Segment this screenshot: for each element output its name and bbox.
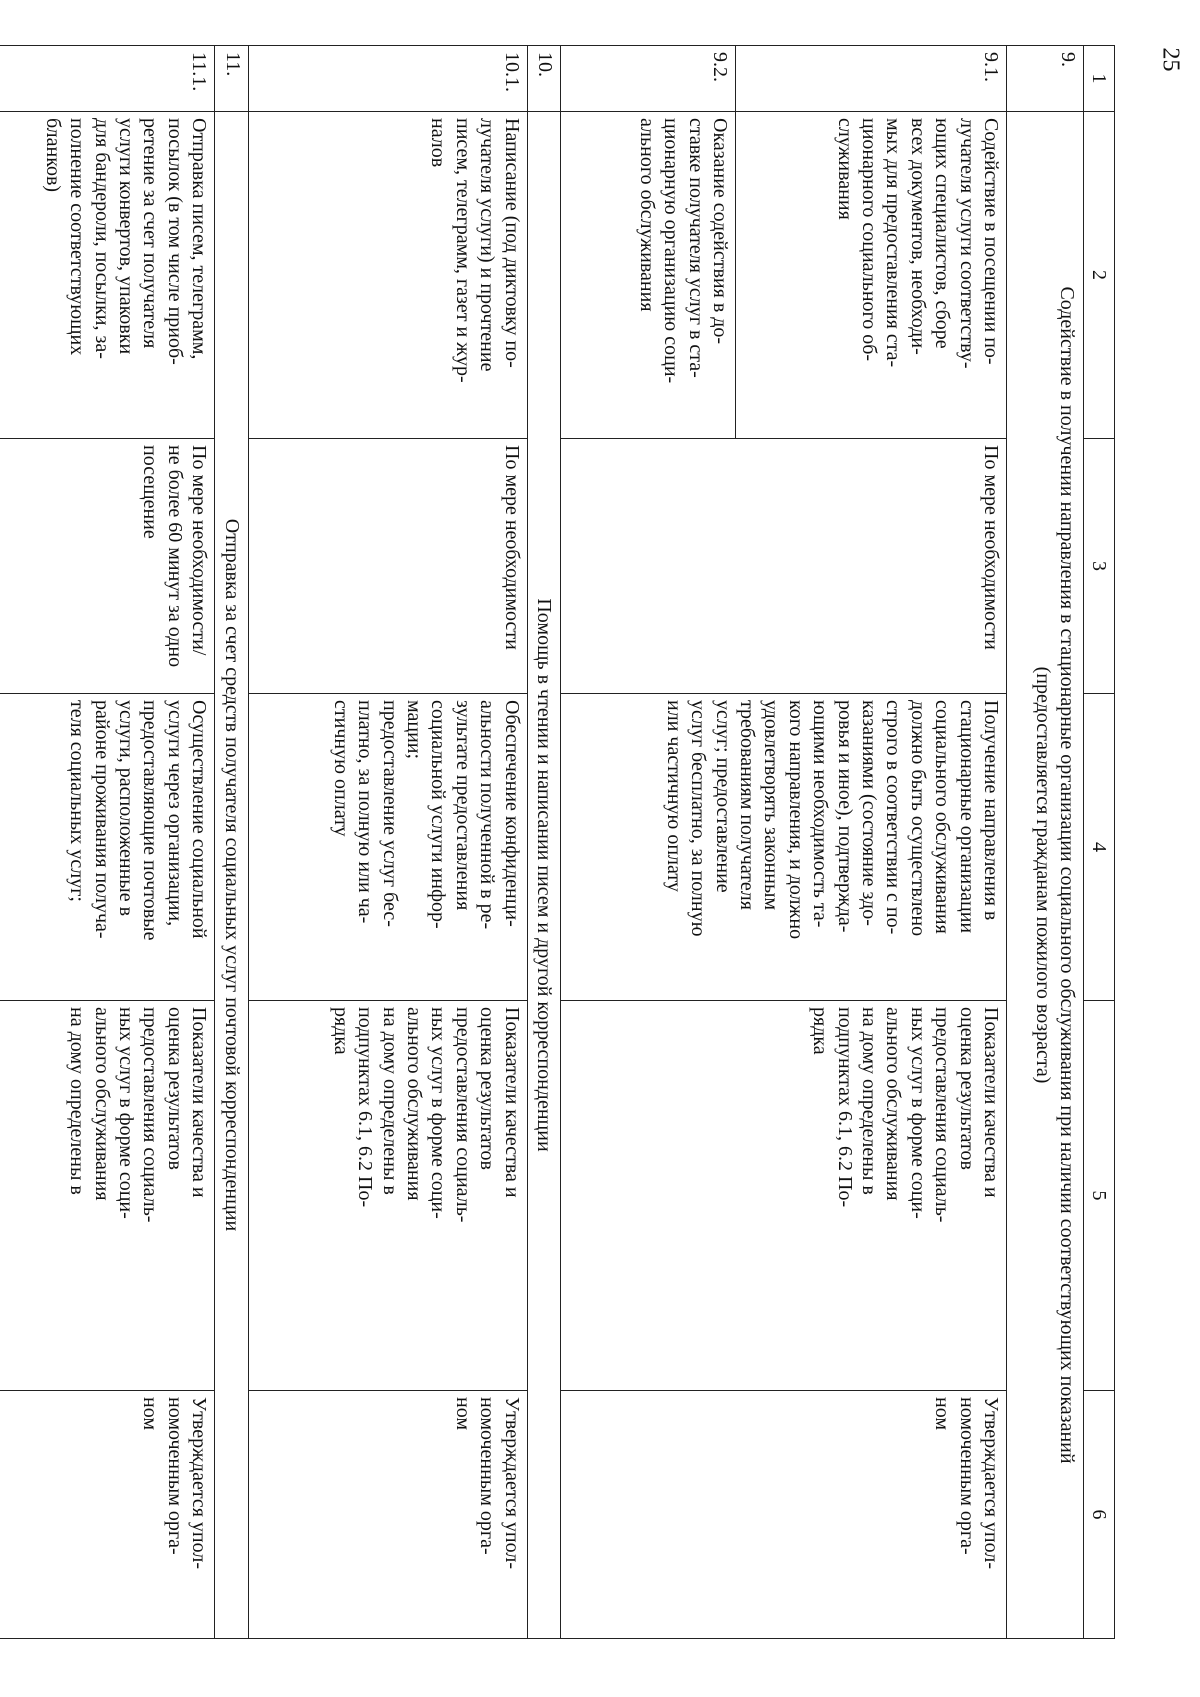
quality-indicators: Показатели качества и оценка результатов предоставления социаль- ных услуг в форме соци- ального обслуживания на дому определены в подпунктах 6.1, 6.2 По- рядка <box>561 1001 1007 1391</box>
service-name: Написание (под диктовку по- лучателя услуги) и прочтение писем, телеграмм, газет и жур- налов <box>248 112 527 439</box>
service-frequency: По мере необходимости <box>248 439 527 694</box>
column-number: 1 <box>1084 46 1115 112</box>
column-number: 6 <box>1084 1391 1115 1639</box>
row-number: 11.1. <box>0 46 215 112</box>
service-frequency: По мере необходимости <box>561 439 1007 694</box>
service-name: Содействие в посещении по- лучателя услуги соответству- ющих специалистов, сборе всех документов, необходи- мых для предоставления ста- ционарного социального об- служивания <box>736 112 1007 439</box>
service-conditions: Получение направления в стационарные организации социального обслуживания должно быть осуществлено строго в соответствии с по- казаниями (состояние здо- ровья и иное), подтвержда- ющими необходимость та- кого направления, и должно удовлетворять законным требованиям получателя услуг; предоставление услуг бесплатно, за полную или частичную оплату <box>561 694 1007 1001</box>
column-number: 2 <box>1084 112 1115 439</box>
column-number: 4 <box>1084 694 1115 1001</box>
section-header-row <box>527 46 560 1639</box>
section-title: Помощь в чтении и написании писем и другой корреспонденции <box>527 112 560 1639</box>
service-conditions: Осуществление социальной услуги через организации, предоставляющие почтовые услуги, расположенные в районе проживания получа- теля социальных услуг; <box>0 694 215 1001</box>
services-table <box>0 45 1115 1639</box>
row-number: 9.2. <box>561 46 736 112</box>
section-number: 11. <box>215 46 248 112</box>
approval-note: Утверждается упол- номоченным орга- ном <box>561 1391 1007 1639</box>
section-header-row <box>215 46 248 1639</box>
table-row <box>248 46 527 1639</box>
rotated-page <box>41 45 1115 1638</box>
service-frequency: По мере необходимости/ не более 60 минут за одно посещение <box>0 439 215 694</box>
table-row <box>0 46 215 1639</box>
quality-indicators: Показатели качества и оценка результатов предоставления социаль- ных услуг в форме соци- ального обслуживания на дому определены в <box>0 1001 215 1391</box>
section-number: 10. <box>527 46 560 112</box>
approval-note: Утверждается упол- номоченным орга- ном <box>0 1391 215 1639</box>
row-number: 10.1. <box>248 46 527 112</box>
approval-note: Утверждается упол- номоченным орга- ном <box>248 1391 527 1639</box>
quality-indicators: Показатели качества и оценка результатов предоставления социаль- ных услуг в форме соци- ального обслуживания на дому определены в подпунктах 6.1, 6.2 По- рядка <box>248 1001 527 1391</box>
service-name: Оказание содействия в до- ставке получателя услуг в ста- ционарную организацию соци- ального обслуживания <box>561 112 736 439</box>
column-number: 3 <box>1084 439 1115 694</box>
section-header-row <box>1007 46 1084 1639</box>
column-number: 5 <box>1084 1001 1115 1391</box>
section-title: Содействие в получении направления в стационарные организации социального обслуживания при наличии соответствующих показаний (предоставляется гражданам пожилого возраста) <box>1007 112 1084 1639</box>
page-number: 25 <box>1157 47 1184 72</box>
service-name: Отправка писем, телеграмм, посылок (в том числе приоб- ретение за счет получателя услуги конвертов, упаковки для бандероли, посылки, за- полнение соответствующих бланков) <box>0 112 215 439</box>
service-conditions: Обеспечение конфиденци- альности полученной в ре- зультате предоставления социальной услуги инфор- мации; предоставление услуг бес- платно, за полную или ча- стичную оплату <box>248 694 527 1001</box>
section-number: 9. <box>1007 46 1084 112</box>
table-row <box>736 46 1007 1639</box>
column-number-row <box>1084 46 1115 1639</box>
section-title: Отправка за счет средств получателя социальных услуг почтовой корреспонденции <box>215 112 248 1639</box>
row-number: 9.1. <box>736 46 1007 112</box>
